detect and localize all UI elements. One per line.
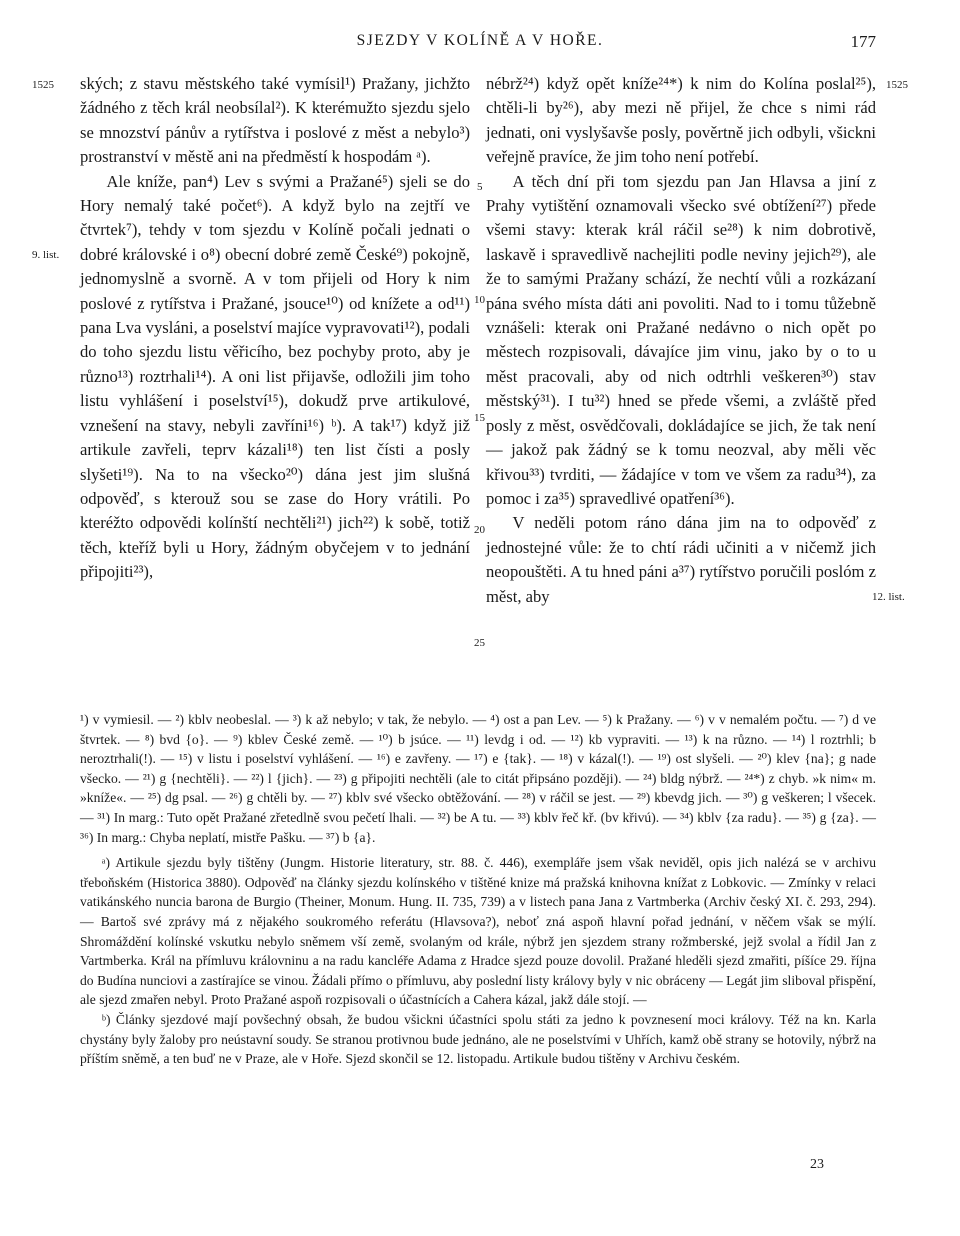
right-paragraph-3: V neděli potom ráno dána jim na to odpověď z jednostejné vůle: že to chtí rádi učiniti a v ničemž jich neopouštěti. A tu hned páni a³⁷) rytířstvo poručili poslóm z měst, aby [486, 513, 876, 606]
line-number-20: 20 [474, 524, 485, 536]
margin-year-right: 1525 [886, 79, 908, 91]
left-paragraph-1: ských; z stavu městského také vymísil¹) Pražany, jichžto žádného z těch král neobsílal²). K kterémužto sjezdu sjelo se mnozství pánův a rytířstva i poslové z měst a nebylo³) prostranství v městě ani na předměstí k hospodám ᵃ). [80, 74, 470, 167]
right-paragraph-2: A těch dní při tom sjezdu pan Jan Hlavsa a jiní z Prahy vytištění oznamovali všecko své obtížení²⁷) přede všemi stavy: kterak král ráčil se²⁸) k nim dobrotivě, laskavě i spravedlivě nachejliti podle neviny jejich²⁹), ale že to samými Pražany schází, že nechtí vůli a rozkázaní pána svého místa dáti ani povoliti. Nad to i tomu tůžebně vznášeli: kterak oni Pražané nedávno o nich opět po městech rozpisovali, dávajíce jim vinu, jako by o to u měst pracovali, aby od nich odtrhli veškeren³⁰) stav městský³¹). I tu³²) hned se přede všemi, a zvláště před posly z měst, osvědčovali, dokládajíce se jich, že tak není — jakož pak žádný se k tomu neozval, aby měli věc křivou³³) tvrditi, — žádajíce v tom ve všem za radu³⁴), za pomoc i za³⁵) spravedlivé opatření³⁶). [486, 171, 876, 508]
page-header [0, 32, 960, 58]
page-number: 177 [850, 32, 876, 51]
footnotes-variants: ¹) v vymiesil. — ²) kblv neobeslal. — ³) k až nebylo; v tak, že nebylo. — ⁴) ost a pan Lev. — ⁵) k Pražany. — ⁶) v v nemalém počtu. — ⁷) d ve štvrtek. — ⁸) bvd {o}. — ⁹) kblev České země. — ¹⁰) b jsúce. — ¹¹) levdg i od. — ¹²) kb vypraviti. — ¹³) k na různo. — ¹⁴) l roztrhli; b neroztrhali(!). — ¹⁵) v listu i poselství vyhlášení. — ¹⁶) e zavřeny. — ¹⁷) e {tak}. — ¹⁸) v kázal(!). — ¹⁹) ost slyšeli. — ²⁰) klev {na}; g nade všecko. — ²¹) g {nechtěli}. — ²²) l {jich}. — ²³) g připojiti nechtěli (ale to citát připsáno později). — ²⁴) bldg nýbrž. — ²⁴*) z chyb. »k nim« m. »kníže«. — ²⁵) dg psal. — ²⁶) g chtěli by. — ²⁷) kblv své všecko obtěžování. — ²⁸) v ráčil se jest. — ²⁹) kbevdg jich. — ³⁰) g veškeren; l všecek. — ³¹) In marg.: Tuto opět Pražané zřetedlně svou pečetí lhali. — ³²) be A tu. — ³³) kblv řeč kř. (bv křivú). — ³⁴) kblv {za radu}. — ³⁵) g {za}. — ³⁶) In marg.: Chyba neplatí, mistře Pašku. — ³⁷) b {a}. [80, 712, 876, 845]
line-number-15: 15 [474, 412, 485, 424]
margin-date-right: 12. list. [872, 591, 905, 603]
margin-year-left: 1525 [32, 79, 54, 91]
signature-mark: 23 [810, 1157, 824, 1172]
line-number-10: 10 [474, 294, 485, 306]
line-number-5: 5 [477, 181, 483, 193]
margin-date-left: 9. list. [32, 249, 60, 261]
footnote-a: ᵃ) Artikule sjezdu byly tištěny (Jungm. Historie literatury, str. 88. č. 446), exempláře jsem však neviděl, opis jich nalézá se v archivu třeboňském (Historica 3880). Odpověď na články sjezdu kolínského v tištěné knize má pražská knihovna knížat z Lobkovic. — Zmínky v relaci vatikánského nuncia barona de Burgio (Theiner, Monum. Hung. II. 735, 739) a v listech pana Jana z Vartmberka (Archiv český XI. č. 293, 294). — Bartoš své zprávy má z nějakého soukromého referátu (Hlavsova?), neboť zná aspoň hlavní pořad jednání, v něčem však se mýlí. Shromáždění kolínské vskutku nebylo sněmem vší země, svolaným od krále, nýbrž jen sjezdem strany rožmberské, jejž svolal a řídil Jan z Vartmberka. Král na přímluvu královninu a na radu kancléře Adama z Hradce sjezd pouze dovolil. Pražané hleděli sjezd zmařiti, píšíce 29. října do Budína nunciovi a zastírajíce se vinou. Žádali přímo o přímluvu, aby poslední listy královy byly v nic obráceny — Legát jim sliboval přispění, ale sjezd zmařen nebyl. Proto Pražané aspoň rozpisovali o účastnících a Cahera kázal, jakž dále stojí. — [80, 855, 876, 1008]
left-paragraph-2: Ale kníže, pan⁴) Lev s svými a Pražané⁵) sjeli se do Hory nemalý také počet⁶). A když bylo na zejtří ve čtvrtek⁷), tehdy v tom sjezdu v Kolíně počali jednati o dobré královské i o⁸) obecní dobré země České⁹) pokojně, jednomyslně a svorně. A v tom přijeli od Hory k nim poslové z rytířstva i Pražané, jsouce¹⁰) od knížete a od¹¹) pana Lva vysláni, a poselství majíce vypravovati¹²), podali do toho sjezdu listu věřicího, bez pochyby proto, aby je různo¹³) roztrhali¹⁴). A oni list přijavše, odložili jim toho listu vyhlášení i poselství¹⁵), dokudž prve artikulové, vznešení na stavy, nebyli zavříni¹⁶) ᵇ). A tak¹⁷) když již artikule zavřeli, teprv kázali¹⁸) ten list čísti a posly slyšeti¹⁹). Na to na všecko²⁰) dána jest jim slušná odpověď, s kterouž sou se zase do Hory vrátili. Po kteréžto odpovědi kolínští nechtěli²¹) jich²²) k sobě, totiž těch, kteříž byli u Hory, žádným obyčejem v to jednání připojiti²³), [80, 171, 470, 582]
right-paragraph-1: nébrž²⁴) když opět kníže²⁴*) k nim do Kolína poslal²⁵), chtěli-li by²⁶), aby mezi ně přijel, že chce s nimi rád jednati, oni vyslyšavše posly, pověrtně jich odbyli, všickni veřejně pravíce, že jim toho není potřebí. [486, 74, 876, 167]
footnote-b: ᵇ) Články sjezdové mají povšechný obsah, že budou všickni účastníci spolu státi za jedno k povznesení moci královy. Též na kn. Karla chystány byly žaloby pro neústavní soudy. Se stranou protivnou bude jednáno, ale ne poselstvími v Uhřích, kamž obě strany se hotovily, nýbrž na příštím sněmě, a ten buď ne v Praze, ale v Hoře. Sjezd skončil se 12. listopadu. Artikule budou tištěny v Archivu českém. [80, 1011, 876, 1067]
line-number-25: 25 [474, 637, 485, 649]
footnotes [80, 710, 876, 1069]
left-column [80, 72, 470, 585]
running-title: SJEZDY V KOLÍNĚ A V HOŘE. [356, 32, 604, 49]
right-column [486, 72, 876, 609]
